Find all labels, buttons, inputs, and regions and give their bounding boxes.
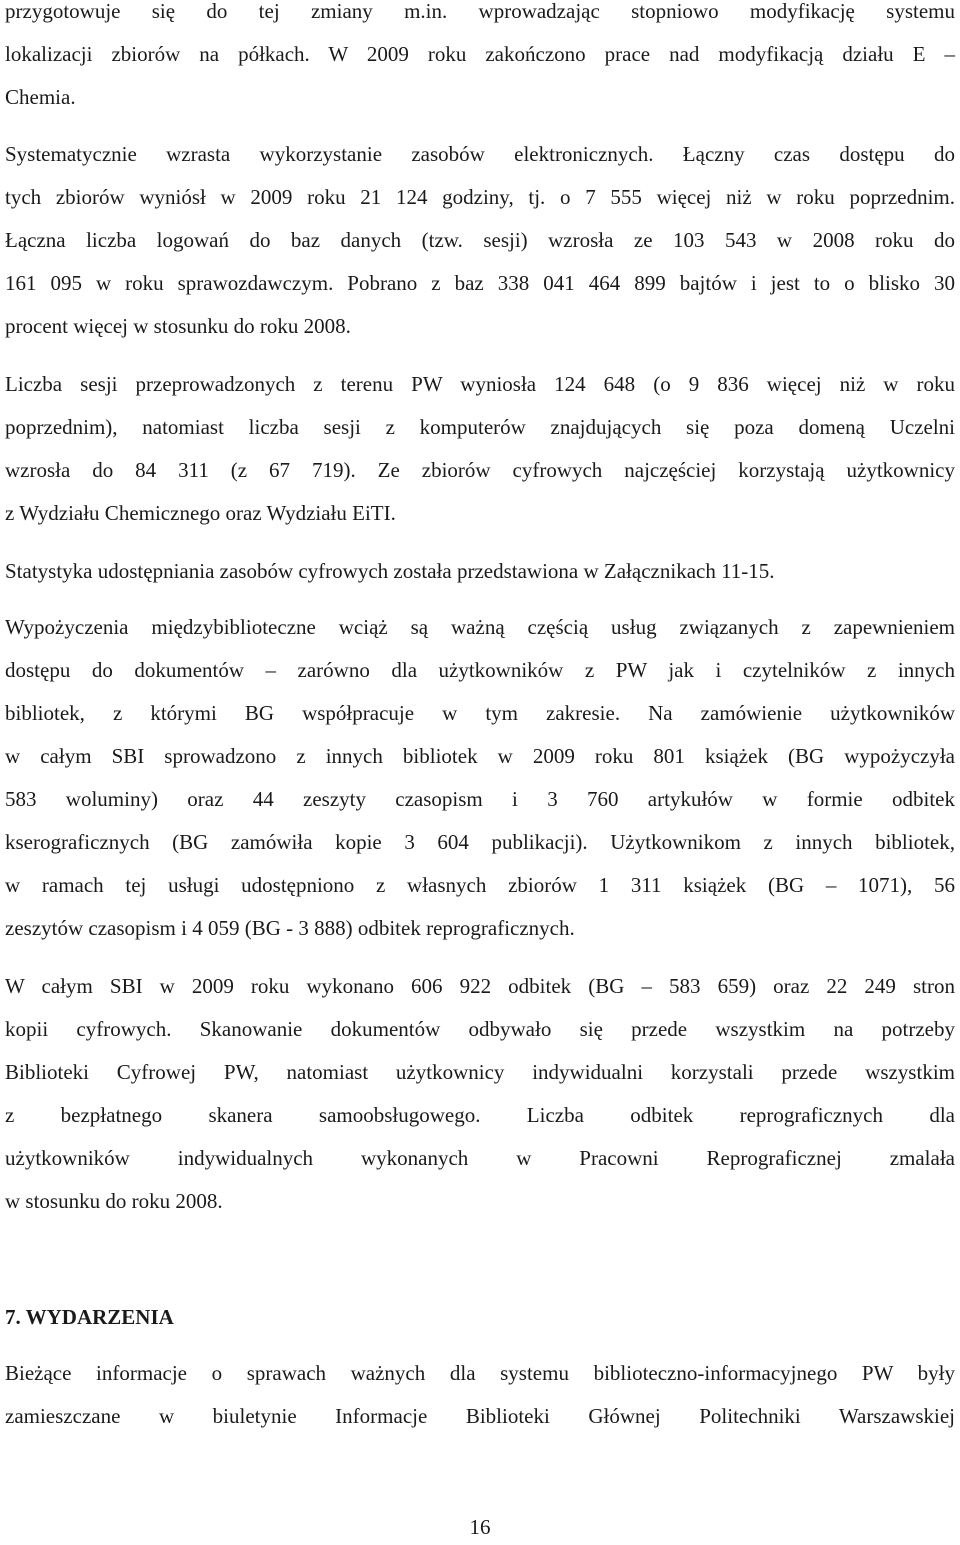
text-line: Bieżące informacje o sprawach ważnych dla systemu biblioteczno-informacyjnego PW były (5, 1361, 955, 1385)
text-line: lokalizacji zbiorów na półkach. W 2009 roku zakończono prace nad modyfikacją działu E – (5, 42, 955, 66)
text-line: w stosunku do roku 2008. (5, 1189, 223, 1213)
text-line: użytkowników indywidualnych wykonanych w Pracowni Reprograficznej zmalała (5, 1146, 955, 1170)
text-line: wzrosła do 84 311 (z 67 719). Ze zbiorów cyfrowych najczęściej korzystają użytkownicy (5, 458, 955, 482)
section-heading: 7. WYDARZENIA (5, 1305, 174, 1329)
paragraph (5, 550, 955, 593)
text-line: w ramach tej usługi udostępniono z własnych zbiorów 1 311 książek (BG – 1071), 56 (5, 873, 955, 897)
paragraph (5, 1352, 955, 1438)
text-line: Łączna liczba logowań do baz danych (tzw. sesji) wzrosła ze 103 543 w 2008 roku do (5, 228, 955, 252)
paragraph (5, 133, 955, 348)
paragraph (5, 965, 955, 1223)
text-line: kserograficznych (BG zamówiła kopie 3 604 publikacji). Użytkownikom z innych bibliotek, (5, 830, 955, 854)
text-line: dostępu do dokumentów – zarówno dla użytkowników z PW jak i czytelników z innych (5, 658, 955, 682)
text-line: z bezpłatnego skanera samoobsługowego. Liczba odbitek reprograficznych dla (5, 1103, 955, 1127)
text-line: przygotowuje się do tej zmiany m.in. wprowadzając stopniowo modyfikację systemu (5, 0, 955, 23)
text-line: bibliotek, z którymi BG współpracuje w tym zakresie. Na zamówienie użytkowników (5, 701, 955, 725)
text-line: Wypożyczenia międzybiblioteczne wciąż są ważną częścią usług związanych z zapewnieniem (5, 615, 955, 639)
text-line: W całym SBI w 2009 roku wykonano 606 922 odbitek (BG – 583 659) oraz 22 249 stron (5, 974, 955, 998)
text-line: Chemia. (5, 85, 76, 109)
text-line: w całym SBI sprowadzono z innych bibliotek w 2009 roku 801 książek (BG wypożyczyła (5, 744, 955, 768)
text-line: tych zbiorów wyniósł w 2009 roku 21 124 godziny, tj. o 7 555 więcej niż w roku poprzednim. (5, 185, 955, 209)
text-line: Statystyka udostępniania zasobów cyfrowych została przedstawiona w Załącznikach 11-15. (5, 559, 775, 583)
paragraph (5, 0, 955, 119)
text-line: zamieszczane w biuletynie Informacje Biblioteki Głównej Politechniki Warszawskiej (5, 1404, 955, 1428)
page-number: 16 (469, 1515, 491, 1539)
text-line: z Wydziału Chemicznego oraz Wydziału EiTI. (5, 501, 396, 525)
paragraph (5, 606, 955, 950)
text-line: poprzednim), natomiast liczba sesji z komputerów znajdujących się poza domeną Uczelni (5, 415, 955, 439)
paragraph (5, 363, 955, 535)
text-line: procent więcej w stosunku do roku 2008. (5, 314, 351, 338)
text-line: 161 095 w roku sprawozdawczym. Pobrano z baz 338 041 464 899 bajtów i jest to o blisko 30 (5, 271, 955, 295)
text-line: kopii cyfrowych. Skanowanie dokumentów odbywało się przede wszystkim na potrzeby (5, 1017, 955, 1041)
text-line: zeszytów czasopism i 4 059 (BG - 3 888) odbitek reprograficznych. (5, 916, 575, 940)
text-line: Systematycznie wzrasta wykorzystanie zasobów elektronicznych. Łączny czas dostępu do (5, 142, 955, 166)
text-line: Biblioteki Cyfrowej PW, natomiast użytkownicy indywidualni korzystali przede wszystkim (5, 1060, 955, 1084)
text-line: Liczba sesji przeprowadzonych z terenu PW wyniosła 124 648 (o 9 836 więcej niż w roku (5, 372, 955, 396)
text-line: 583 woluminy) oraz 44 zeszyty czasopism i 3 760 artykułów w formie odbitek (5, 787, 955, 811)
